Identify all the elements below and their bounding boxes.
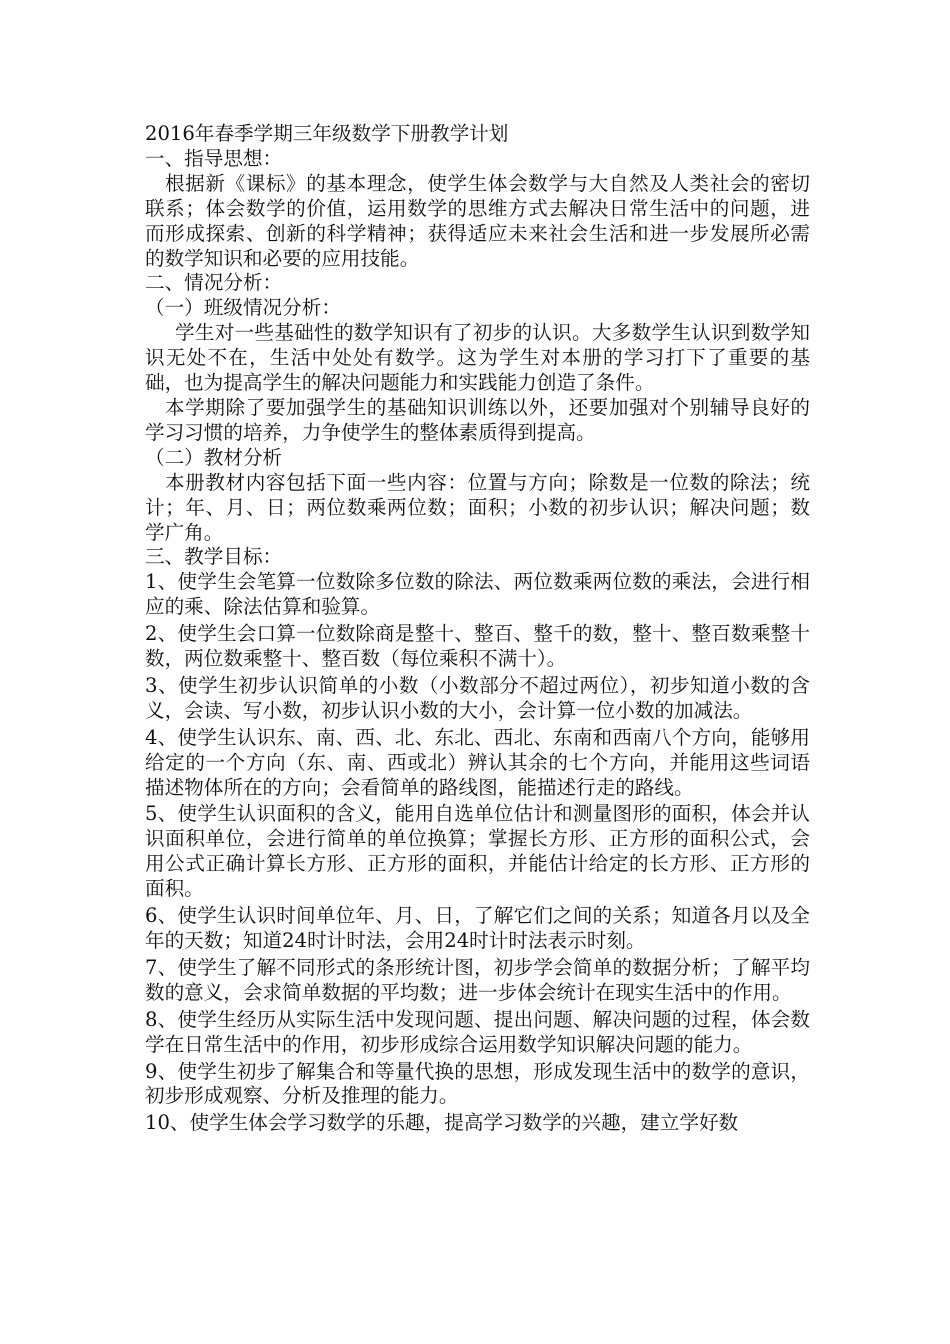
- section-heading-teaching-goals: 三、教学目标：: [145, 545, 283, 569]
- goal-item: 3、使学生初步认识简单的小数（小数部分不超过两位），初步知道小数的含义，会读、写小数，初步认识小数的大小，会计算一位小数的加减法。: [145, 673, 810, 722]
- paragraph-class-analysis-1: 学生对一些基础性的数学知识有了初步的认识。大多数学生认识到数学知识无处不在，生活中处处有数学。这为学生对本册的学习打下了重要的基础，也为提高学生的解决问题能力和实践能力创造了条件。: [145, 321, 810, 395]
- goal-item: 9、使学生初步了解集合和等量代换的思想，形成发现生活中的数学的意识，初步形成观察、分析及推理的能力。: [145, 1059, 810, 1108]
- document-page: [145, 122, 810, 1136]
- section-heading-situation-analysis: 二、情况分析：: [145, 271, 283, 295]
- document-title: 2016年春季学期三年级数学下册教学计划: [145, 122, 509, 145]
- section-heading-guiding-idea: 一、指导思想：: [145, 146, 283, 170]
- goal-item: 10、使学生体会学习数学的乐趣，提高学习数学的兴趣，建立学好数: [145, 1111, 739, 1135]
- goal-item: 1、使学生会笔算一位数除多位数的除法、两位数乘两位数的乘法，会进行相应的乘、除法估算和验算。: [145, 570, 810, 619]
- paragraph-guiding-idea: 根据新《课标》的基本理念，使学生体会数学与大自然及人类社会的密切联系；体会数学的价值，运用数学的思维方式去解决日常生活中的问题，进而形成探索、创新的科学精神；获得适应未来社会生活和进一步发展所必需的数学知识和必要的应用技能。: [145, 171, 810, 270]
- goal-item: 2、使学生会口算一位数除商是整十、整百、整千的数，整十、整百数乘整十数，两位数乘整十、整百数（每位乘积不满十）。: [145, 622, 810, 671]
- subsection-heading-class-analysis: （一）班级情况分析：: [145, 296, 341, 320]
- paragraph-textbook-analysis: 本册教材内容包括下面一些内容：位置与方向；除数是一位数的除法；统计；年、月、日；两位数乘两位数；面积；小数的初步认识；解决问题；数学广角。: [145, 470, 810, 544]
- goal-item: 4、使学生认识东、南、西、北、东北、西北、东南和西南八个方向，能够用给定的一个方向（东、南、西或北）辨认其余的七个方向，并能用这些词语描述物体所在的方向；会看简单的路线图，能描述行走的路线。: [145, 725, 810, 799]
- goal-item: 8、使学生经历从实际生活中发现问题、提出问题、解决问题的过程，体会数学在日常生活中的作用，初步形成综合运用数学知识解决问题的能力。: [145, 1007, 810, 1056]
- goal-item: 6、使学生认识时间单位年、月、日，了解它们之间的关系；知道各月以及全年的天数；知道24时计时法，会用24时计时法表示时刻。: [145, 904, 810, 952]
- goal-item: 7、使学生了解不同形式的条形统计图，初步学会简单的数据分析；了解平均数的意义，会求简单数据的平均数；进一步体会统计在现实生活中的作用。: [145, 955, 810, 1004]
- subsection-heading-textbook-analysis: （二）教材分析: [145, 445, 283, 469]
- paragraph-class-analysis-2: 本学期除了要加强学生的基础知识训练以外，还要加强对个别辅导良好的学习习惯的培养，力争使学生的整体素质得到提高。: [145, 395, 810, 444]
- goal-item: 5、使学生认识面积的含义，能用自选单位估计和测量图形的面积，体会并认识面积单位，会进行简单的单位换算；掌握长方形、正方形的面积公式，会用公式正确计算长方形、正方形的面积，并能估计给定的长方形、正方形的面积。: [145, 802, 810, 901]
